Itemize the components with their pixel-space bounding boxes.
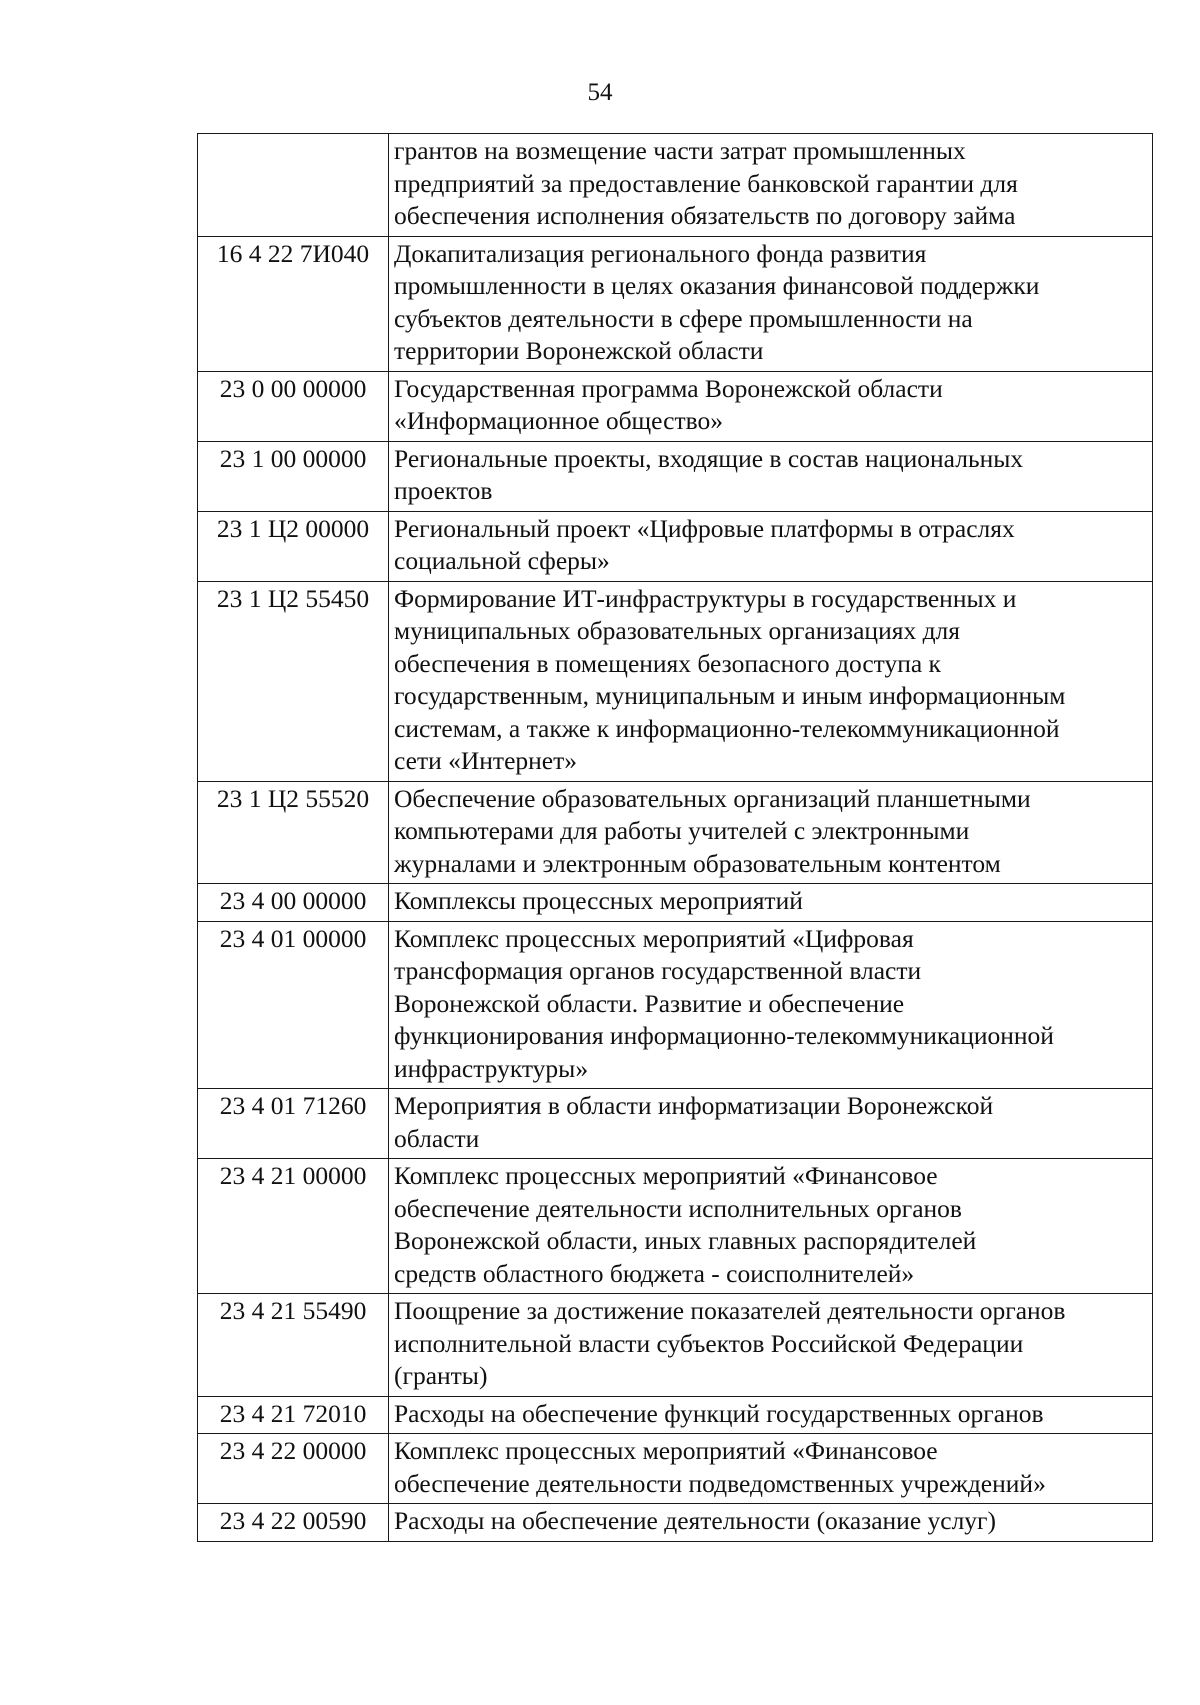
code-cell <box>198 134 389 237</box>
code-cell: 23 0 00 00000 <box>198 371 389 441</box>
description-line: проектов <box>394 476 493 505</box>
table-row <box>198 1434 1153 1504</box>
code-cell: 23 1 Ц2 55450 <box>198 581 389 781</box>
table-row <box>198 441 1153 511</box>
description-line: трансформация органов государственной власти <box>394 956 922 985</box>
code-cell: 23 4 22 00590 <box>198 1504 389 1542</box>
table-row <box>198 581 1153 781</box>
description-line: социальной сферы» <box>394 546 610 575</box>
description-line: журналами и электронным образовательным контентом <box>394 848 1001 878</box>
description-line: Мероприятия в области информатизации Воронежской <box>394 1091 994 1120</box>
description-line: исполнительной власти субъектов Российской Федерации <box>394 1328 1024 1358</box>
table-row <box>198 921 1153 1089</box>
description-line: Расходы на обеспечение функций государственных органов <box>394 1398 1044 1428</box>
description-line: Воронежской области. Развитие и обеспечение <box>394 988 905 1018</box>
description-cell <box>389 1089 1153 1159</box>
description-line: средств областного бюджета - соисполнителей» <box>394 1258 915 1288</box>
description-cell <box>389 1294 1153 1397</box>
table-row <box>198 781 1153 884</box>
description-line: «Информационное общество» <box>394 406 723 435</box>
description-line: Воронежской области, иных главных распорядителей <box>394 1226 977 1255</box>
table-row <box>198 1089 1153 1159</box>
description-line: Комплексы процессных мероприятий <box>394 886 803 915</box>
table-row <box>198 884 1153 922</box>
description-cell <box>389 781 1153 884</box>
description-line: области <box>394 1123 480 1153</box>
table-row <box>198 1396 1153 1434</box>
code-cell: 23 4 01 00000 <box>198 921 389 1089</box>
code-cell: 23 1 00 00000 <box>198 441 389 511</box>
description-line: функционирования информационно-телекоммуникационной <box>394 1021 1054 1050</box>
table-body <box>198 134 1153 1542</box>
description-line: обеспечения исполнения обязательств по договору займа <box>394 201 1016 230</box>
description-line: обеспечение деятельности исполнительных органов <box>394 1193 962 1223</box>
description-cell <box>389 236 1153 371</box>
table-row <box>198 1159 1153 1294</box>
description-cell <box>389 1434 1153 1504</box>
budget-codes-table <box>197 133 1153 1542</box>
code-cell: 23 4 22 00000 <box>198 1434 389 1504</box>
description-line: субъектов деятельности в сфере промышленности на <box>394 303 973 333</box>
description-line: Региональные проекты, входящие в состав национальных <box>394 443 1024 473</box>
table-row <box>198 511 1153 581</box>
table-row <box>198 371 1153 441</box>
description-line: Региональный проект «Цифровые платформы в отраслях <box>394 513 1015 543</box>
description-line: системам, а также к информационно-телекоммуникационной <box>394 713 1060 743</box>
description-line: Формирование ИТ-инфраструктуры в государственных и <box>394 583 1017 613</box>
description-line: обеспечения в помещениях безопасного доступа к <box>394 648 941 678</box>
description-line: муниципальных образовательных организациях для <box>394 616 961 645</box>
description-cell <box>389 921 1153 1089</box>
description-line: сети «Интернет» <box>394 746 577 775</box>
description-cell <box>389 371 1153 441</box>
description-line: Комплекс процессных мероприятий «Финансовое <box>394 1436 938 1465</box>
description-line: Комплекс процессных мероприятий «Цифровая <box>394 923 914 953</box>
description-line: Государственная программа Воронежской области <box>394 373 943 403</box>
description-line: компьютерами для работы учителей с электронными <box>394 816 970 845</box>
description-cell <box>389 511 1153 581</box>
page-number: 54 <box>587 79 613 106</box>
code-cell: 16 4 22 7И040 <box>198 236 389 371</box>
table-row <box>198 1294 1153 1397</box>
code-cell: 23 4 00 00000 <box>198 884 389 922</box>
description-cell <box>389 884 1153 922</box>
description-line: Комплекс процессных мероприятий «Финансовое <box>394 1161 938 1190</box>
description-line: грантов на возмещение части затрат промышленных <box>394 136 966 165</box>
description-cell <box>389 1159 1153 1294</box>
description-line: обеспечение деятельности подведомственных учреждений» <box>394 1468 1046 1498</box>
code-cell: 23 1 Ц2 55520 <box>198 781 389 884</box>
description-line: Поощрение за достижение показателей деятельности органов <box>394 1296 1066 1325</box>
code-cell: 23 4 21 55490 <box>198 1294 389 1397</box>
description-line: промышленности в целях оказания финансовой поддержки <box>394 271 1040 300</box>
code-cell: 23 4 21 72010 <box>198 1396 389 1434</box>
description-line: предприятий за предоставление банковской гарантии для <box>394 168 1018 198</box>
code-cell: 23 1 Ц2 00000 <box>198 511 389 581</box>
description-cell <box>389 441 1153 511</box>
table-row <box>198 134 1153 237</box>
description-line: Докапитализация регионального фонда развития <box>394 238 927 268</box>
description-line: (гранты) <box>394 1361 488 1390</box>
description-cell <box>389 1396 1153 1434</box>
code-cell: 23 4 01 71260 <box>198 1089 389 1159</box>
table-row <box>198 1504 1153 1542</box>
description-cell <box>389 1504 1153 1542</box>
description-line: Расходы на обеспечение деятельности (оказание услуг) <box>394 1506 997 1535</box>
description-cell <box>389 581 1153 781</box>
table-row <box>198 236 1153 371</box>
description-cell <box>389 134 1153 237</box>
code-cell: 23 4 21 00000 <box>198 1159 389 1294</box>
description-line: Обеспечение образовательных организаций планшетными <box>394 783 1031 813</box>
description-line: государственным, муниципальным и иным информационным <box>394 681 1066 710</box>
description-line: инфраструктуры» <box>394 1053 589 1083</box>
description-line: территории Воронежской области <box>394 336 764 365</box>
